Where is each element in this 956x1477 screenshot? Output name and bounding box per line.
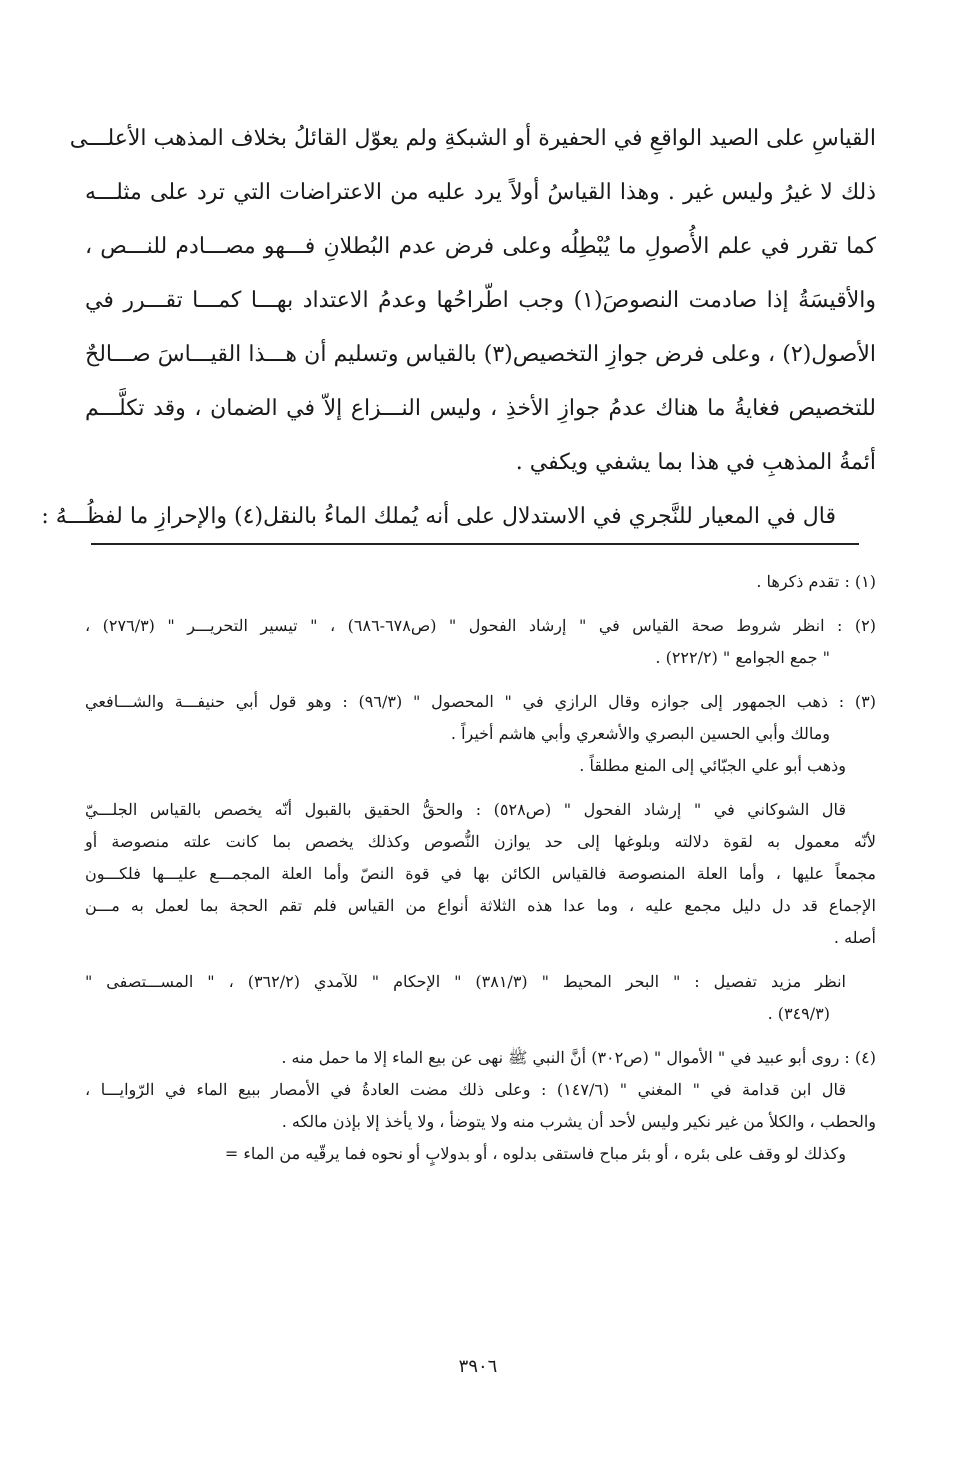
main-text-body — [41, 112, 876, 544]
footnote-separator — [91, 543, 859, 545]
footnote-3-cont: لأنّه معمول به لقوة دلالته وبلوغها إلى حد يوازن النُّصوص وكذلك يخصص بما كانت علته منصوصة أو — [85, 832, 876, 851]
main-text-line: القياسِ على الصيد الواقعِ في الحفيرة أو الشبكةِ ولم يعوّل القائلُ بخلاف المذهب الأعلـــى — [69, 126, 876, 151]
page-number: ٣٩٠٦ — [458, 1356, 498, 1377]
main-text-line: والأقيسَةُ إذا صادمت النصوصَ(١) وجب اطّراحُها وعدمُ الاعتداد بهـــا كمـــا تقـــرر في — [85, 288, 876, 313]
main-text-line: ذلك لا غيرُ وليس غير . وهذا القياسُ أولاً يرد عليه من الاعتراضات التي ترد على مثلـــه — [85, 180, 876, 205]
main-text-line: الأصول(٢) ، وعلى فرض جوازِ التخصيص(٣) بالقياس وتسليم أن هـــذا القيـــاسَ صـــالحٌ — [85, 342, 876, 367]
footnote-4-cont: والحطب ، والكلأ من غير نكير وليس لأحد أن يشرب منه ولا يتوضأ ، ولا يأخذ إلا بإذن مالكه . — [281, 1112, 876, 1131]
footnote-3-cont: الإجماع قد دل دليل مجمع عليه ، وما عدا هذه الثلاثة أنواع من القياس فلم تقم الحجة بما لعمل به مـــن — [85, 896, 876, 915]
footnote-3: (٣) : ذهب الجمهور إلى جوازه وقال الرازي في " المحصول " (٩٦/٣) : وهو قول أبي حنيفـــة والشـــافعي — [85, 692, 877, 711]
main-text-line: قال في المعيار للنَّجري في الاستدلال على أنه يُملك الماءُ بالنقل(٤) والإحرازِ ما لفظُـــهُ : — [41, 504, 836, 529]
footnote-3-cont: وذهب أبو علي الجبّائي إلى المنع مطلقاً . — [579, 756, 846, 775]
footnote-4: (٤) : روى أبو عبيد في " الأموال " (ص٣٠٢) أنَّ النبي ﷺ نهى عن بيع الماء إلا ما حمل منه . — [281, 1048, 876, 1067]
footnotes — [85, 566, 876, 1170]
footnote-3-cont: أصله . — [833, 928, 876, 947]
footnote-3-cont: قال الشوكاني في " إرشاد الفحول " (ص٥٢٨) : والحقُّ الحقيق بالقبول أنّه يخصص بالقياس الجلـــيّ — [85, 800, 847, 819]
footnote-3-cont: انظر مزيد تفصيل : " البحر المحيط " (٣٨١/٣) " الإحكام " للآمدي (٣٦٢/٢) ، " المســـتصفى " — [85, 972, 847, 991]
footnote-4-cont: قال ابن قدامة في " المغني " (١٤٧/٦) : وعلى ذلك مضت العادةُ في الأمصار ببيع الماء في الرّوايـــا ، — [85, 1080, 846, 1099]
footnote-3-cont: مجمعاً عليها ، وأما العلة المنصوصة فالقياس الكائن بها في قوة النصّ وأما العلة المجمـــع عليـــها فلكـــون — [85, 864, 876, 883]
footnote-3-cont: (٣٤٩/٣) . — [767, 1004, 830, 1023]
main-text-line: للتخصيص فغايةُ ما هناك عدمُ جوازِ الأخذِ ، وليس النـــزاع إلاّ في الضمان ، وقد تكلَّـــم — [85, 396, 876, 421]
footnote-1: (١) : تقدم ذكرها . — [756, 572, 876, 591]
footnote-2: (٢) : انظر شروط صحة القياس في " إرشاد الفحول " (ص٦٧٨-٦٨٦) ، " تيسير التحريـــر " (٢٧٦/٣) ، — [85, 616, 877, 635]
footnote-4-cont: وكذلك لو وقف على بئره ، أو بئر مباح فاستقى بدلوه ، أو بدولابٍ أو نحوه فما يرقّيه من الماء = — [224, 1144, 846, 1163]
footnote-3-cont: ومالك وأبي الحسين البصري والأشعري وأبي هاشم أخيراً . — [450, 724, 830, 743]
main-text-line: كما تقرر في علم الأُصولِ ما يُبْطِلُه وعلى فرض عدم البُطلانِ فـــهو مصـــادم للنـــص ، — [85, 234, 876, 259]
footnote-2-cont: " جمع الجوامع " (٢٢٢/٢) . — [655, 648, 830, 667]
main-text-line: أئمةُ المذهبِ في هذا بما يشفي ويكفي . — [515, 450, 876, 475]
